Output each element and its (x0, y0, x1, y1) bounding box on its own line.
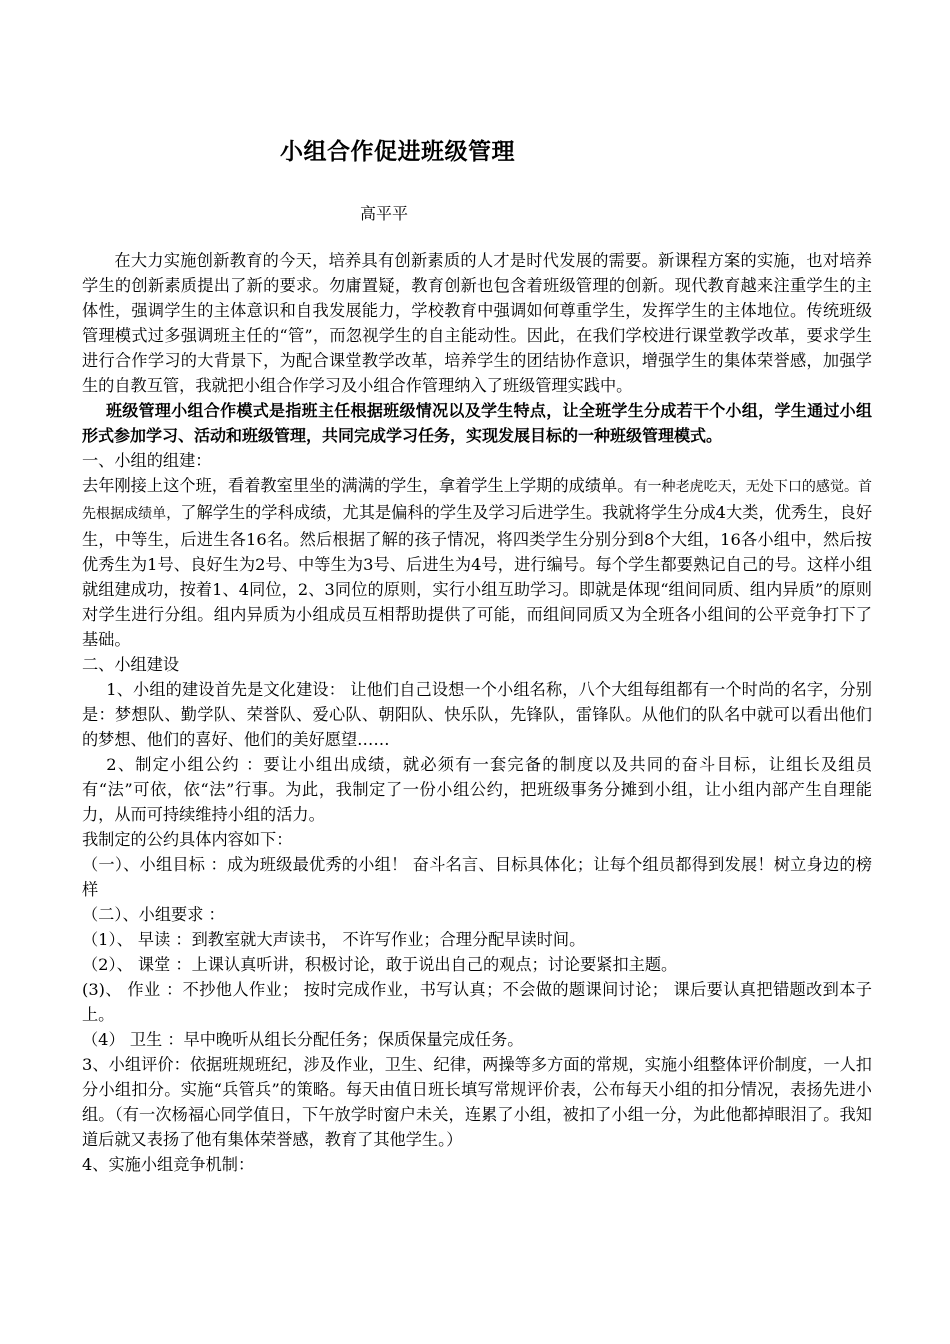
definition-paragraph: 班级管理小组合作模式是指班主任根据班级情况以及学生特点，让全班学生分成若干个小组，学生通过小组形式参加学习、活动和班级管理，共同完成学习任务，实现发展目标的一种班级管理模式。 (82, 401, 872, 445)
culture-paragraph: 1、小组的建设首先是文化建设： 让他们自己设想一个小组名称，八个大组每组都有一个时尚的名字，分别是：梦想队、勤学队、荣誉队、爱心队、朝阳队、快乐队，先锋队，雷锋队。从他们的队名中就可以看出他们的梦想、他们的喜好、他们的美好愿望…… (82, 680, 872, 749)
author-name: 高平平 (360, 204, 409, 223)
requirement-morning-reading: （1）、 早读 ：到教室就大声读书， 不许写作业；合理分配早读时间。 (82, 930, 586, 949)
requirement-homework: (3)、 作业 ：不抄他人作业； 按时完成作业，书写认真；不会做的题课间讨论； 课后要认真把错题改到本子上。 (82, 980, 872, 1024)
document-title: 小组合作促进班级管理 (280, 139, 515, 165)
section1-heading: 一、小组的组建： (82, 451, 212, 470)
convention-paragraph: 2、制定小组公约 ：要让小组出成绩，就必须有一套完备的制度以及共同的奋斗目标，让组长及组员有“法”可依，依“法”行事。为此，我制定了一份小组公约，把班级事务分摊到小组，让小组内部产生自理能力，从而可持续维持小组的活力。 (82, 755, 872, 824)
evaluation-paragraph: 3、小组评价：依据班规班纪，涉及作业，卫生、纪律，两操等多方面的常规，实施小组整体评价制度，一人扣分小组扣分。实施“兵管兵”的策略。每天由值日班长填写常规评价表，公布每天小组的扣分情况，表扬先进小组。（有一次杨福心同学值日，下午放学时窗户未关，连累了小组，被扣了小组一分，为此他都掉眼泪了。我知道后就又表扬了他有集体荣誉感，教育了其他学生。） (82, 1055, 872, 1149)
convention-intro: 我制定的公约具体内容如下： (82, 830, 293, 849)
group-goal: （一）、小组目标 ：成为班级最优秀的小组！ 奋斗名言、目标具体化；让每个组员都得到发展！树立身边的榜样 (82, 855, 872, 899)
requirement-classroom: （2）、 课堂 ：上课认真听讲，积极讨论，敢于说出自己的观点；讨论要紧扣主题。 (82, 955, 678, 974)
section1-text-b: 了解学生的学科成绩，尤其是偏科的学生及学习后进学生。我就将学生分成4大类，优秀生，良好生，中等生，后进生各16名。然后根据了解的孩子情况，将四类学生分别分到8个大组，16各小组中，然后按优秀生为1号、良好生为2号、中等生为3号、后进生为4号，进行编号。每个学生都要熟记自己的号。这样小组就组建成功，按着1、4同位，2、3同位的原则，实行小组互助学习。即就是体现“组间同质、组内异质”的原则对学生进行分组。组内异质为小组成员互相帮助提供了可能，而组间同质又为全班各小组间的公平竞争打下了基础。 (82, 503, 873, 649)
section2-heading: 二、小组建设 (82, 655, 180, 674)
requirement-hygiene: （4） 卫生 ：早中晚听从组长分配任务；保质保量完成任务。 (82, 1030, 524, 1049)
requirements-heading: （二）、小组要求 ： (82, 905, 225, 924)
intro-paragraph: 在大力实施创新教育的今天，培养具有创新素质的人才是时代发展的需要。新课程方案的实施，也对培养学生的创新素质提出了新的要求。勿庸置疑，教育创新也包含着班级管理的创新。现代教育越来注重学生的主体性，强调学生的主体意识和自我发展能力，学校教育中强调如何尊重学生，发挥学生的主体地位。传统班级管理模式过多强调班主任的“管”，而忽视学生的自主能动性。因此，在我们学校进行课堂教学改革，要求学生进行合作学习的大背景下，为配合课堂教学改革，培养学生的团结协作意识，增强学生的集体荣誉感，加强学生的自教互管，我就把小组合作学习及小组合作管理纳入了班级管理实践中。 (82, 251, 872, 395)
section1-text-a: 去年刚接上这个班，看着教室里坐的满满的学生，拿着学生上学期的成绩单。 (82, 476, 634, 495)
competition-heading: 4、实施小组竞争机制： (82, 1155, 255, 1174)
section1-text-small: 有一种老虎吃天，无处下口的感觉。首先根据成绩单， (82, 479, 873, 522)
section1-paragraph (82, 473, 872, 652)
document-body (82, 248, 872, 1177)
